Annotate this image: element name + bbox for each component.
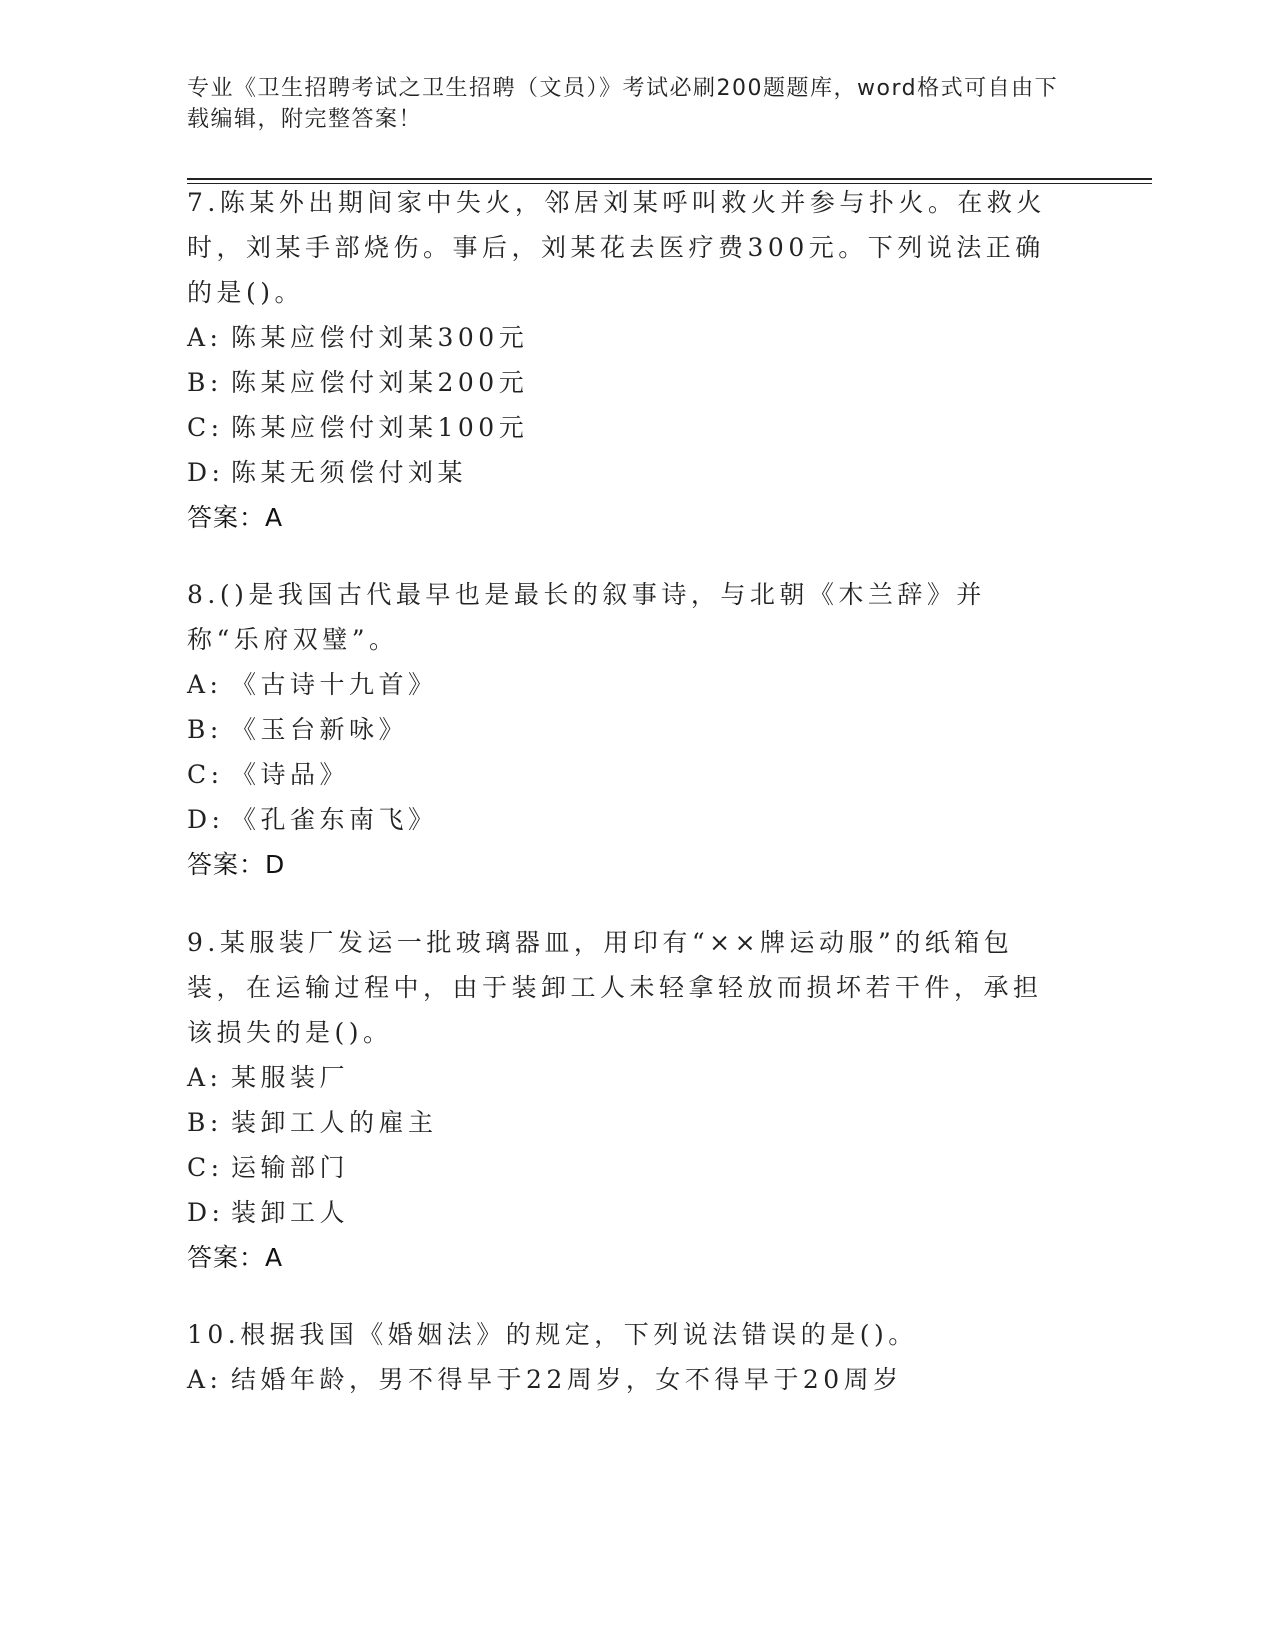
option-letter: A:: [187, 1063, 223, 1092]
question-7: [187, 180, 1057, 540]
option-a: [187, 1357, 1057, 1402]
option-letter: D:: [187, 1198, 225, 1227]
option-b: [187, 360, 1057, 405]
option-text: 陈某无须偿付刘某: [231, 458, 468, 487]
option-letter: D:: [187, 458, 225, 487]
option-c: [187, 752, 1057, 797]
answer: 答案：A: [187, 1243, 284, 1272]
option-a: [187, 662, 1057, 707]
question-text: 9.某服装厂发运一批玻璃器皿，用印有“××牌运动服”的纸箱包装，在运输过程中，由于装卸工人未轻拿轻放而损坏若干件，承担该损失的是()。: [187, 928, 1043, 1047]
option-text: 陈某应偿付刘某300元: [231, 323, 529, 352]
option-text: 陈某应偿付刘某200元: [231, 368, 529, 397]
option-c: [187, 1145, 1057, 1190]
option-b: [187, 1100, 1057, 1145]
option-a: [187, 315, 1057, 360]
option-text: 《诗品》: [231, 760, 350, 789]
option-letter: B:: [187, 715, 223, 744]
option-text: 装卸工人: [231, 1198, 350, 1227]
question-text: 7.陈某外出期间家中失火，邻居刘某呼叫救火并参与扑火。在救火时，刘某手部烧伤。事后，刘某花去医疗费300元。下列说法正确的是()。: [187, 188, 1046, 307]
question-text: 10.根据我国《婚姻法》的规定，下列说法错误的是()。: [187, 1320, 918, 1349]
question-10: [187, 1312, 1057, 1402]
option-text: 某服装厂: [231, 1063, 350, 1092]
option-letter: C:: [187, 413, 224, 442]
document-header: 专业《卫生招聘考试之卫生招聘（文员）》考试必刷200题题库，word格式可自由下载编辑，附完整答案！: [187, 76, 1059, 132]
option-text: 《玉台新咏》: [231, 715, 409, 744]
option-text: 《孔雀东南飞》: [231, 805, 438, 834]
option-letter: B:: [187, 1108, 223, 1137]
question-9: [187, 920, 1057, 1280]
option-d: [187, 1190, 1057, 1235]
option-a: [187, 1055, 1057, 1100]
option-letter: B:: [187, 368, 223, 397]
option-letter: A:: [187, 323, 223, 352]
option-letter: C:: [187, 1153, 224, 1182]
option-text: 结婚年龄，男不得早于22周岁，女不得早于20周岁: [231, 1365, 903, 1394]
option-text: 《古诗十九首》: [231, 670, 438, 699]
option-letter: C:: [187, 760, 224, 789]
question-text: 8.()是我国古代最早也是最长的叙事诗，与北朝《木兰辞》并称“乐府双璧”。: [187, 580, 986, 654]
option-letter: A:: [187, 1365, 223, 1394]
option-text: 运输部门: [231, 1153, 350, 1182]
option-d: [187, 797, 1057, 842]
option-text: 陈某应偿付刘某100元: [231, 413, 529, 442]
answer: 答案：D: [187, 850, 286, 879]
option-d: [187, 450, 1057, 495]
answer: 答案：A: [187, 503, 284, 532]
option-letter: A:: [187, 670, 223, 699]
option-c: [187, 405, 1057, 450]
option-b: [187, 707, 1057, 752]
option-text: 装卸工人的雇主: [231, 1108, 438, 1137]
option-letter: D:: [187, 805, 225, 834]
question-8: [187, 572, 1057, 887]
